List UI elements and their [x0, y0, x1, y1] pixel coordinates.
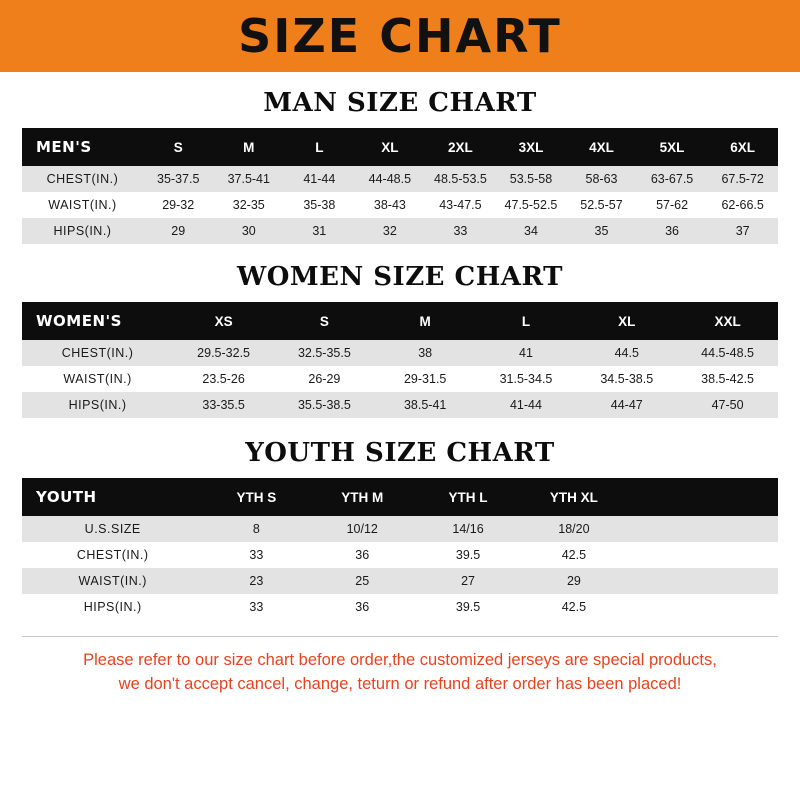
- men-waist-m: 32-35: [232, 198, 265, 212]
- youth-ussize-m: 10/12: [346, 522, 378, 536]
- women-waist-m: 29-31.5: [403, 372, 447, 386]
- men-header-m: M: [214, 128, 285, 166]
- women-row-label-hips: HIPS(IN.): [68, 398, 127, 412]
- women-hips-m: 38.5-41: [403, 398, 447, 412]
- men-waist-s: 29-32: [162, 198, 195, 212]
- youth-waist-xl: 29: [566, 574, 581, 588]
- women-chest-xl: 44.5: [614, 346, 639, 360]
- page-title: SIZE CHART: [238, 9, 562, 63]
- youth-waist-m: 25: [355, 574, 370, 588]
- men-chest-s: 35-37.5: [157, 172, 200, 186]
- youth-header-label: YOUTH: [22, 478, 203, 516]
- content: [0, 88, 800, 697]
- men-hips-5xl: 36: [665, 224, 679, 238]
- women-hips-xl: 44-47: [610, 398, 643, 412]
- men-header-xl: XL: [355, 128, 426, 166]
- women-row-label-waist: WAIST(IN.): [63, 372, 132, 386]
- men-hips-l: 31: [312, 224, 327, 238]
- youth-section-title: YOUTH SIZE CHART: [245, 438, 555, 468]
- table-row: [22, 366, 778, 392]
- youth-row-label-waist: WAIST(IN.): [78, 574, 147, 588]
- table-row: [22, 340, 778, 366]
- women-hips-l: 41-44: [509, 398, 542, 412]
- women-size-table: [22, 302, 778, 418]
- men-header-s: S: [143, 128, 214, 166]
- youth-hips-m: 36: [355, 600, 370, 614]
- men-chest-xl: 44-48.5: [368, 172, 412, 186]
- table-row: [22, 166, 778, 192]
- men-hips-2xl: 33: [453, 224, 468, 238]
- men-waist-xl: 38-43: [373, 198, 406, 212]
- banner: [0, 0, 800, 72]
- table-row: [22, 594, 778, 620]
- women-header-m: M: [375, 302, 476, 340]
- men-waist-2xl: 43-47.5: [439, 198, 482, 212]
- men-chest-6xl: 67.5-72: [721, 172, 764, 186]
- youth-header-s: YTH S: [203, 478, 309, 516]
- women-hips-xxl: 47-50: [711, 398, 744, 412]
- youth-chest-xl: 42.5: [561, 548, 587, 562]
- men-waist-6xl: 62-66.5: [721, 198, 764, 212]
- women-chest-m: 38: [418, 346, 433, 360]
- women-waist-l: 31.5-34.5: [499, 372, 553, 386]
- men-chest-3xl: 53.5-58: [509, 172, 553, 186]
- youth-header-l: YTH L: [415, 478, 521, 516]
- women-header-l: L: [476, 302, 577, 340]
- table-row: [22, 218, 778, 244]
- men-hips-4xl: 35: [594, 224, 609, 238]
- women-chest-xxl: 44.5-48.5: [701, 346, 754, 360]
- youth-row-label-ussize: U.S.SIZE: [84, 522, 141, 536]
- men-waist-4xl: 52.5-57: [580, 198, 623, 212]
- women-chest-xs: 29.5-32.5: [197, 346, 250, 360]
- youth-chest-l: 39.5: [455, 548, 481, 562]
- youth-ussize-l: 14/16: [452, 522, 484, 536]
- youth-chest-m: 36: [355, 548, 370, 562]
- women-waist-xl: 34.5-38.5: [600, 372, 654, 386]
- men-chest-l: 41-44: [303, 172, 336, 186]
- women-hips-xs: 33-35.5: [202, 398, 245, 412]
- youth-row-label-hips: HIPS(IN.): [83, 600, 142, 614]
- youth-waist-l: 27: [461, 574, 475, 588]
- men-header-5xl: 5XL: [637, 128, 708, 166]
- men-hips-3xl: 34: [524, 224, 538, 238]
- table-row: [22, 392, 778, 418]
- men-waist-3xl: 47.5-52.5: [504, 198, 558, 212]
- men-waist-l: 35-38: [303, 198, 336, 212]
- table-row: [22, 542, 778, 568]
- table-row: [22, 516, 778, 542]
- women-chest-s: 32.5-35.5: [297, 346, 351, 360]
- men-header-2xl: 2XL: [425, 128, 496, 166]
- men-hips-m: 30: [241, 224, 256, 238]
- youth-size-table: [22, 478, 778, 620]
- youth-chest-empty: [627, 542, 778, 568]
- youth-ussize-xl: 18/20: [558, 522, 590, 536]
- men-hips-s: 29: [171, 224, 186, 238]
- table-row: [22, 568, 778, 594]
- men-row-label-chest: CHEST(IN.): [46, 172, 119, 186]
- youth-row-label-chest: CHEST(IN.): [76, 548, 149, 562]
- women-header-label: WOMEN'S: [22, 302, 173, 340]
- youth-ussize-s: 8: [252, 522, 260, 536]
- men-header-3xl: 3XL: [496, 128, 567, 166]
- youth-hips-s: 33: [249, 600, 264, 614]
- footer-note-line1: Please refer to our size chart before order,the customized jerseys are special products,: [83, 651, 717, 669]
- men-hips-6xl: 37: [735, 224, 750, 238]
- women-waist-s: 26-29: [308, 372, 341, 386]
- table-header-row: [22, 302, 778, 340]
- youth-header-xl: YTH XL: [521, 478, 627, 516]
- men-header-l: L: [284, 128, 355, 166]
- women-header-xl: XL: [576, 302, 677, 340]
- table-header-row: [22, 478, 778, 516]
- table-header-row: [22, 128, 778, 166]
- youth-hips-xl: 42.5: [561, 600, 587, 614]
- men-chest-m: 37.5-41: [227, 172, 270, 186]
- women-header-s: S: [274, 302, 375, 340]
- youth-header-empty: [627, 478, 778, 516]
- men-header-4xl: 4XL: [566, 128, 637, 166]
- footer-note-line2: we don't accept cancel, change, teturn or refund after order has been placed!: [118, 674, 682, 693]
- youth-chest-s: 33: [249, 548, 264, 562]
- youth-header-m: YTH M: [309, 478, 415, 516]
- women-waist-xxl: 38.5-42.5: [701, 372, 754, 386]
- youth-waist-empty: [627, 568, 778, 594]
- women-chest-l: 41: [519, 346, 533, 360]
- men-chest-5xl: 63-67.5: [650, 172, 694, 186]
- men-waist-5xl: 57-62: [656, 198, 689, 212]
- footer-note: [22, 636, 778, 697]
- men-section-title: MAN SIZE CHART: [263, 88, 537, 118]
- men-header-label: MEN'S: [22, 128, 143, 166]
- women-row-label-chest: CHEST(IN.): [61, 346, 134, 360]
- men-chest-4xl: 58-63: [585, 172, 618, 186]
- women-waist-xs: 23.5-26: [202, 372, 245, 386]
- youth-waist-s: 23: [249, 574, 264, 588]
- women-header-xs: XS: [173, 302, 274, 340]
- youth-hips-l: 39.5: [455, 600, 481, 614]
- men-size-table: [22, 128, 778, 244]
- men-row-label-hips: HIPS(IN.): [53, 224, 112, 238]
- women-hips-s: 35.5-38.5: [297, 398, 351, 412]
- women-section-title: WOMEN SIZE CHART: [237, 262, 563, 292]
- table-row: [22, 192, 778, 218]
- men-chest-2xl: 48.5-53.5: [434, 172, 487, 186]
- youth-ussize-empty: [627, 516, 778, 542]
- men-row-label-waist: WAIST(IN.): [48, 198, 117, 212]
- youth-hips-empty: [627, 594, 778, 620]
- men-hips-xl: 32: [382, 224, 397, 238]
- women-header-xxl: XXL: [677, 302, 778, 340]
- men-header-6xl: 6XL: [707, 128, 778, 166]
